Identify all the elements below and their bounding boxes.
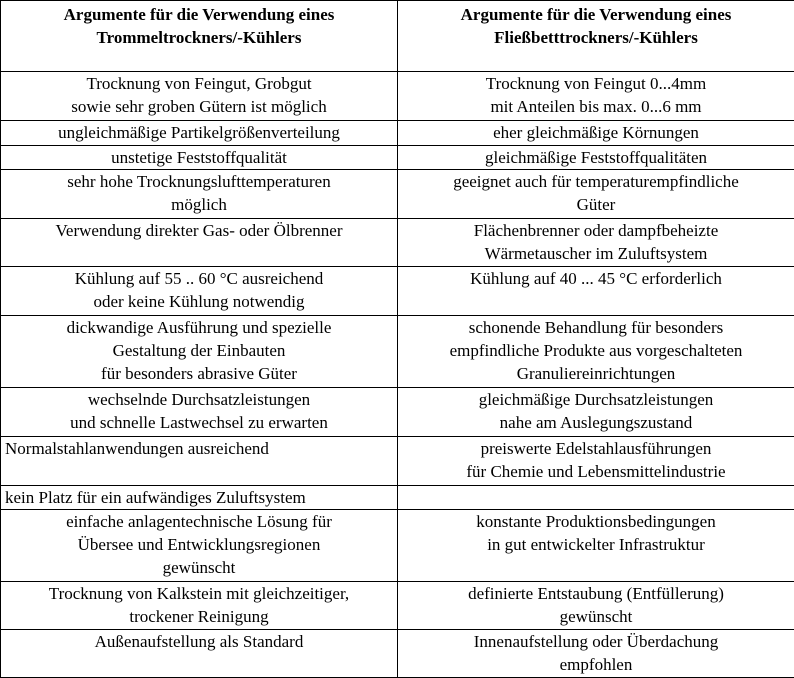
table-row: [1, 72, 794, 121]
table-row: [1, 316, 794, 388]
cell-drum: unstetige Feststoffqualität: [1, 146, 398, 170]
header-fluid-bed-dryer: Argumente für die Verwendung eines Fließbetttrockners/-Kühlers: [398, 1, 794, 72]
table-row: [1, 510, 794, 582]
table-row: [1, 267, 794, 316]
cell-fluid-bed: gleichmäßige Feststoffqualitäten: [398, 146, 794, 170]
cell-fluid-bed: Trocknung von Feingut 0...4mm mit Anteilen bis max. 0...6 mm: [398, 72, 794, 121]
cell-drum: Trocknung von Feingut, Grobgut sowie sehr groben Gütern ist möglich: [1, 72, 398, 121]
cell-drum: ungleichmäßige Partikelgrößenverteilung: [1, 121, 398, 146]
header-drum-dryer: Argumente für die Verwendung eines Trommeltrockners/-Kühlers: [1, 1, 398, 72]
cell-drum: Kühlung auf 55 .. 60 °C ausreichend oder keine Kühlung notwendig: [1, 267, 398, 316]
table-row: [1, 630, 794, 678]
cell-drum: dickwandige Ausführung und spezielle Gestaltung der Einbauten für besonders abrasive Güter: [1, 316, 398, 388]
header-row: [1, 1, 794, 72]
cell-drum: Außenaufstellung als Standard: [1, 630, 398, 678]
table-row: [1, 146, 794, 170]
cell-drum: wechselnde Durchsatzleistungen und schnelle Lastwechsel zu erwarten: [1, 388, 398, 437]
cell-fluid-bed: konstante Produktionsbedingungen in gut entwickelter Infrastruktur: [398, 510, 794, 582]
cell-fluid-bed: schonende Behandlung für besonders empfindliche Produkte aus vorgeschalteten Granuliereinrichtungen: [398, 316, 794, 388]
cell-fluid-bed: geeignet auch für temperaturempfindliche Güter: [398, 170, 794, 219]
cell-drum: Verwendung direkter Gas- oder Ölbrenner: [1, 219, 398, 267]
cell-fluid-bed: [398, 486, 794, 510]
table-row: [1, 121, 794, 146]
cell-fluid-bed: Flächenbrenner oder dampfbeheizte Wärmetauscher im Zuluftsystem: [398, 219, 794, 267]
cell-drum: sehr hohe Trocknungslufttemperaturen möglich: [1, 170, 398, 219]
cell-fluid-bed: definierte Entstaubung (Entfüllerung) gewünscht: [398, 582, 794, 630]
table-row: [1, 219, 794, 267]
cell-fluid-bed: Innenaufstellung oder Überdachung empfohlen: [398, 630, 794, 678]
table-row: [1, 437, 794, 486]
table-row: [1, 582, 794, 630]
cell-drum: einfache anlagentechnische Lösung für Übersee und Entwicklungsregionen gewünscht: [1, 510, 398, 582]
cell-fluid-bed: Kühlung auf 40 ... 45 °C erforderlich: [398, 267, 794, 316]
table-row: [1, 388, 794, 437]
cell-drum: Trocknung von Kalkstein mit gleichzeitiger, trockener Reinigung: [1, 582, 398, 630]
table-row: [1, 486, 794, 510]
cell-drum: kein Platz für ein aufwändiges Zuluftsystem: [1, 486, 398, 510]
cell-drum: Normalstahlanwendungen ausreichend: [1, 437, 398, 486]
table-row: [1, 170, 794, 219]
cell-fluid-bed: gleichmäßige Durchsatzleistungen nahe am Auslegungszustand: [398, 388, 794, 437]
cell-fluid-bed: eher gleichmäßige Körnungen: [398, 121, 794, 146]
cell-fluid-bed: preiswerte Edelstahlausführungen für Chemie und Lebensmittelindustrie: [398, 437, 794, 486]
